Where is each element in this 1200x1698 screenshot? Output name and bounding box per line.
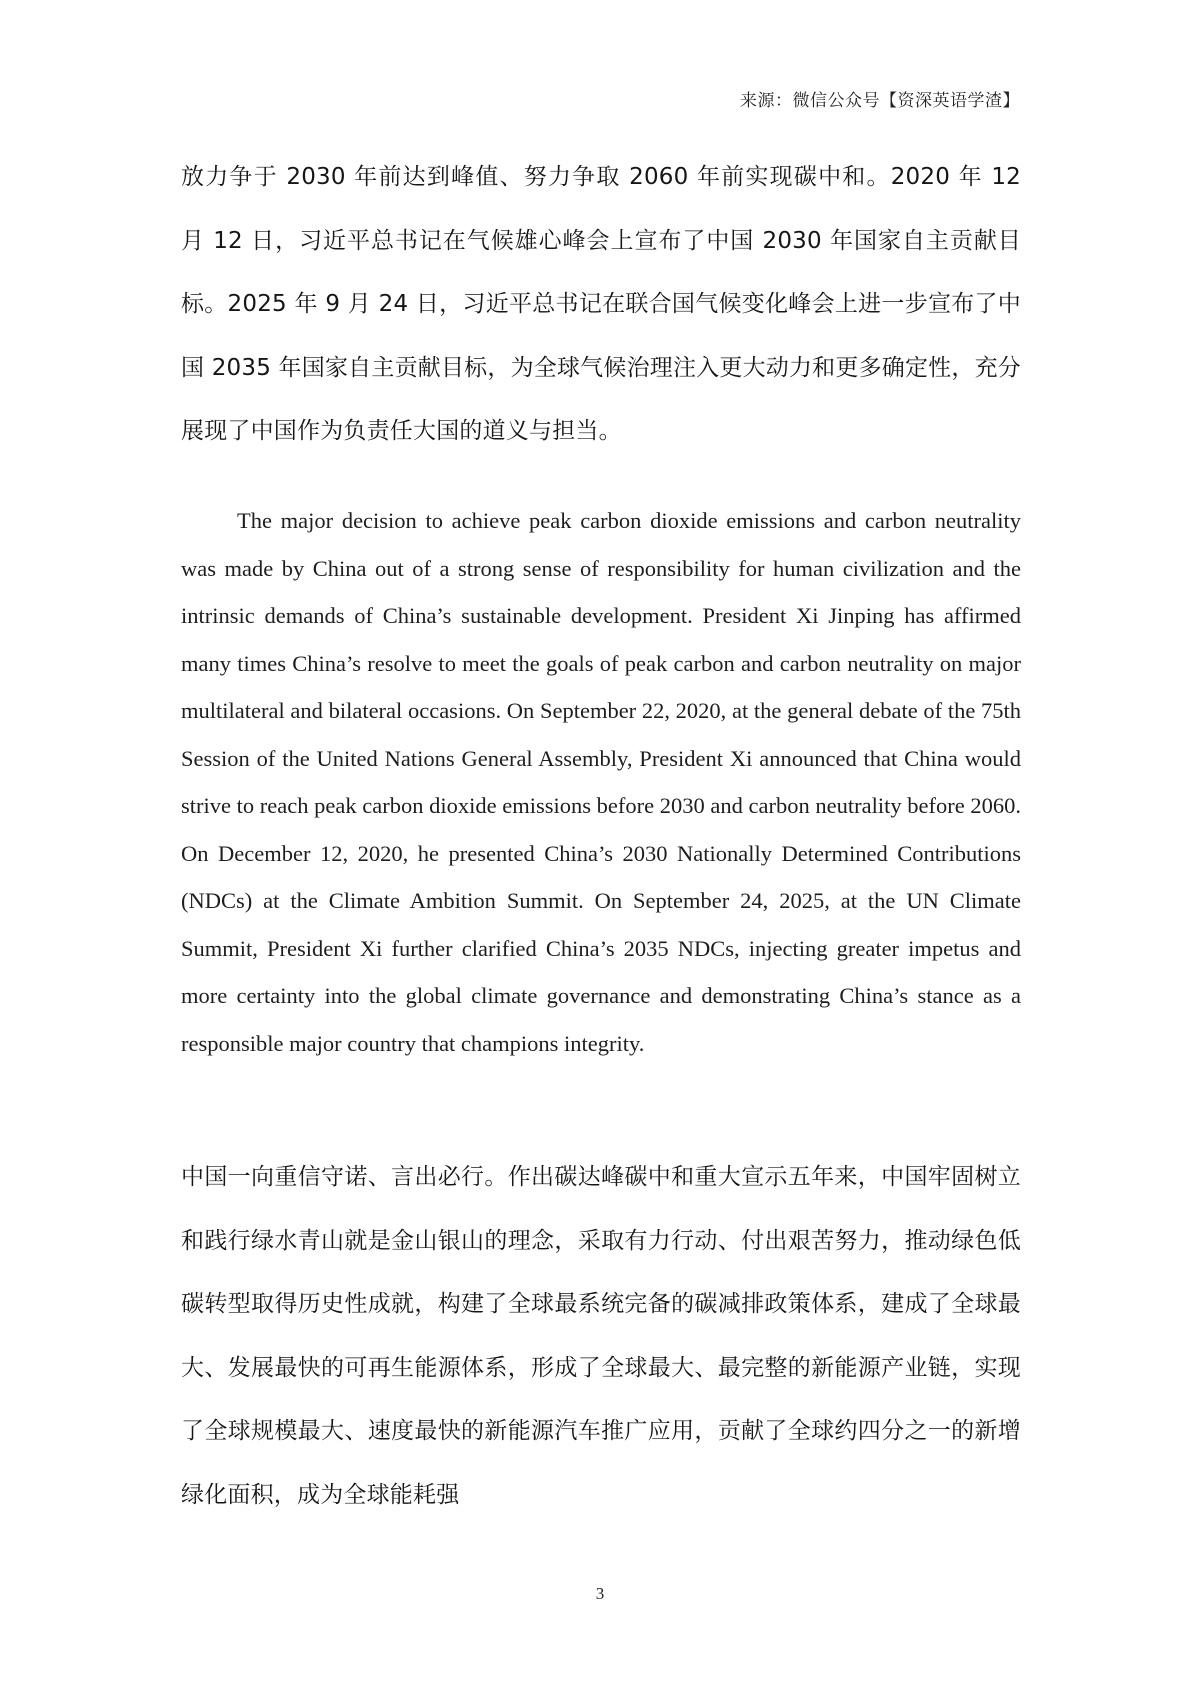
- english-paragraph: The major decision to achieve peak carbon dioxide emissions and carbon neutrality was made by China out of a strong sense of responsibility for human civilization and the intrinsic demands of China’s sustainable development. President Xi Jinping has affirmed many times China’s resolve to meet the goals of peak carbon and carbon neutrality on major multilateral and bilateral occasions. On September 22, 2020, at the general debate of the 75th Session of the United Nations General Assembly, President Xi announced that China would strive to reach peak carbon dioxide emissions before 2030 and carbon neutrality before 2060. On December 12, 2020, he presented China’s 2030 Nationally Determined Contributions (NDCs) at the Climate Ambition Summit. On September 24, 2025, at the UN Climate Summit, President Xi further clarified China’s 2035 NDCs, injecting greater impetus and more certainty into the global climate governance and demonstrating China’s stance as a responsible major country that champions integrity.: [181, 508, 1021, 1056]
- chinese-paragraph-1: 放力争于 2030 年前达到峰值、努力争取 2060 年前实现碳中和。2020 年 12 月 12 日，习近平总书记在气候雄心峰会上宣布了中国 2030 年国家自主贡献目标。2025 年 9 月 24 日，习近平总书记在联合国气候变化峰会上进一步宣布了中国 2035 年国家自主贡献目标，为全球气候治理注入更大动力和更多确定性，充分展现了中国作为负责任大国的道义与担当。: [181, 164, 1021, 444]
- page-number: 3: [595, 1584, 605, 1603]
- chinese-paragraph-2: 中国一向重信守诺、言出必行。作出碳达峰碳中和重大宣示五年来，中国牢固树立和践行绿水青山就是金山银山的理念，采取有力行动、付出艰苦努力，推动绿色低碳转型取得历史性成就，构建了全球最系统完备的碳减排政策体系，建成了全球最大、发展最快的可再生能源体系，形成了全球最大、最完整的新能源产业链，实现了全球规模最大、速度最快的新能源汽车推广应用，贡献了全球约四分之一的新增绿化面积，成为全球能耗强: [181, 1164, 1021, 1508]
- source-attribution: 来源：微信公众号【资深英语学渣】: [740, 91, 1020, 111]
